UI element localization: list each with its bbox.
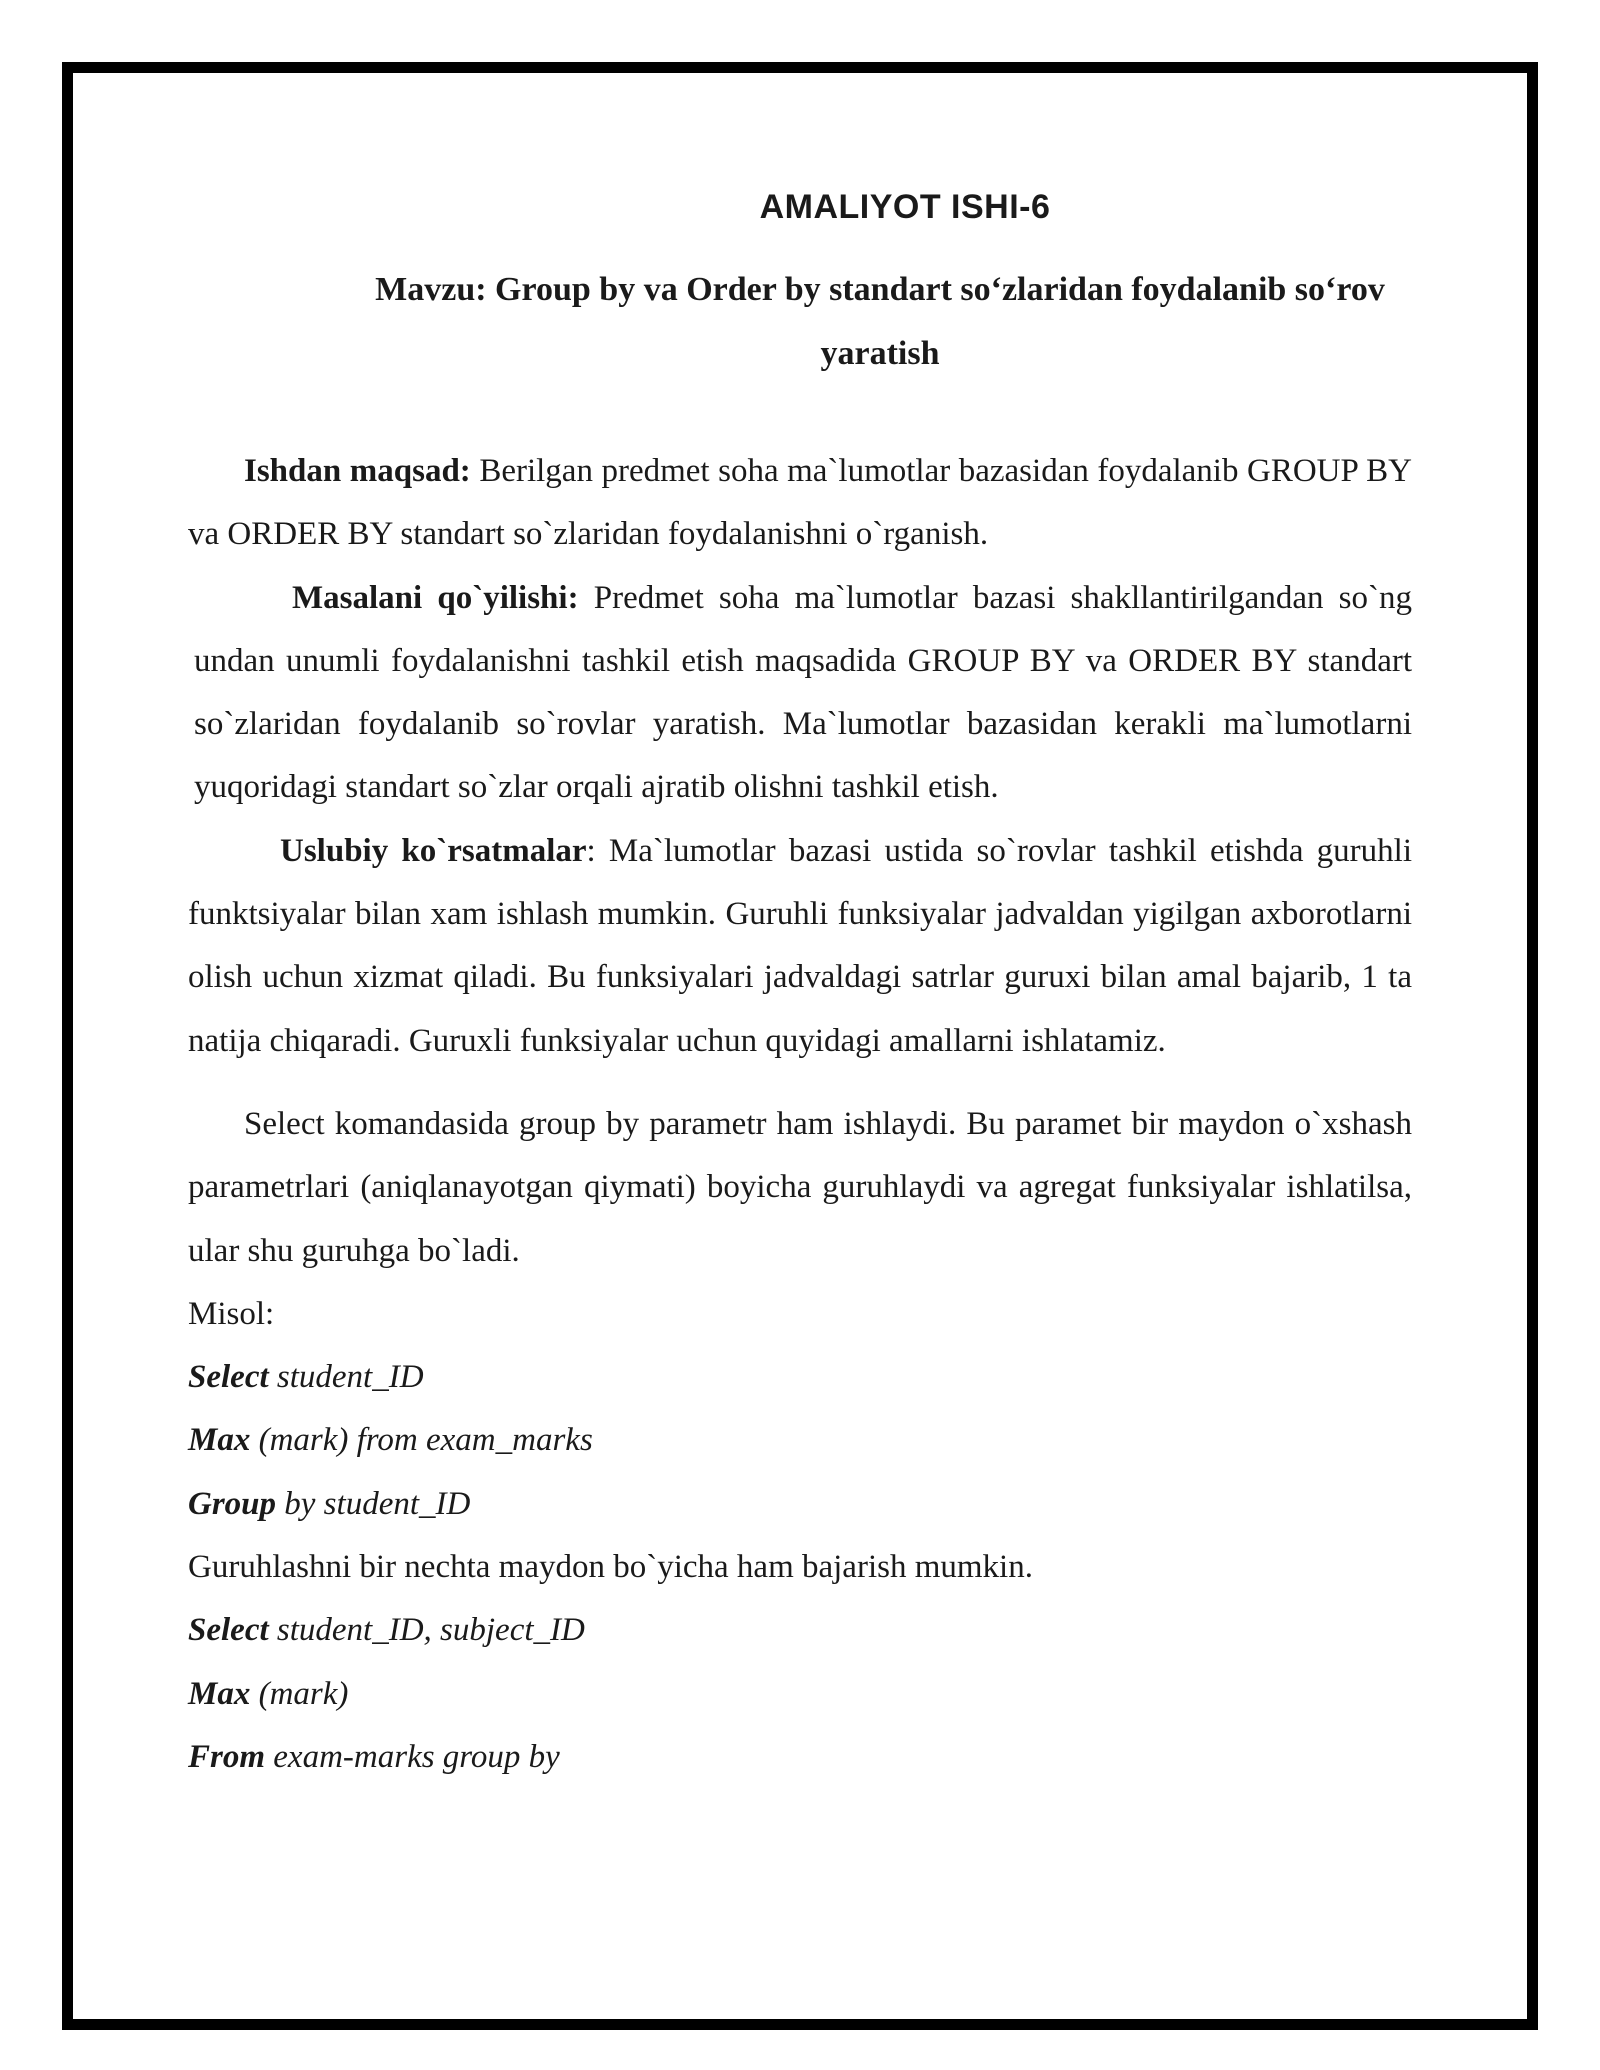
code-keyword: From xyxy=(188,1738,266,1775)
guidelines-text: : Ma`lumotlar bazasi ustida so`rovlar tashkil etishda guruhli funktsiyalar bilan xam ishlash mumkin. Guruhli funksiyalar jadvaldan yigilgan axborotlarni olish uchun xizmat qiladi. Bu funksiyalari jadvaldagi satrlar guruxi bilan amal bajarib, 1 ta natija chiqaradi. Guruxli funksiyalar uchun quyidagi amallarni ishlatamiz. xyxy=(188,832,1412,1059)
code-text: student_ID xyxy=(268,1359,424,1396)
guidelines-label: Uslubiy ko`rsatmalar xyxy=(280,832,587,869)
task-text: Predmet soha ma`lumotlar bazasi shakllantirilgandan so`ng undan unumli foydalanishni tashkil etish maqsadida GROUP BY va ORDER BY standart so`zlaridan foydalanib so`rovlar yaratish. Ma`lumotlar bazasidan kerakli ma`lumotlarni yuqoridagi standart so`zlar orqali ajratib olishni tashkil etish. xyxy=(194,579,1412,806)
code-text: (mark) from exam_marks xyxy=(250,1422,593,1459)
code-keyword: Select xyxy=(188,1359,269,1396)
code-line xyxy=(188,1599,1412,1662)
code-keyword: Max xyxy=(188,1675,251,1712)
code-line xyxy=(188,1473,1412,1536)
page-subtitle: Mavzu: Group by va Order by standart so‘zlaridan foydalanib so‘rov yaratish xyxy=(375,271,1385,372)
code-text: (mark) xyxy=(250,1675,349,1712)
code-keyword: Select xyxy=(188,1612,269,1649)
goal-text: Berilgan predmet soha ma`lumotlar bazasidan foydalanib GROUP BY va ORDER BY standart so`zlaridan foydalanishni o`rganish. xyxy=(188,453,1412,553)
paragraph-group-by xyxy=(188,1093,1412,1283)
code-keyword: Max xyxy=(188,1422,251,1459)
goal-label: Ishdan maqsad: xyxy=(244,453,471,489)
code-text: exam-marks group by xyxy=(265,1738,560,1775)
paragraph-goal xyxy=(188,440,1412,567)
code-line xyxy=(188,1726,1412,1789)
paragraph-task xyxy=(188,567,1412,820)
code-line xyxy=(188,1346,1412,1409)
note-line: Guruhlashni bir nechta maydon bo`yicha ham bajarish mumkin. xyxy=(188,1549,1033,1586)
group-by-text: Select komandasida group by parametr ham ishlaydi. Bu paramet bir maydon o`xshash parametrlari (aniqlanayotgan qiymati) boyicha guruhlaydi va agregat funksiyalar ishlatilsa, ular shu guruhga bo`ladi. xyxy=(188,1105,1412,1269)
task-label: Masalani qo`yilishi: xyxy=(292,579,579,616)
document-body xyxy=(188,440,1412,1789)
paragraph-guidelines xyxy=(188,820,1412,1073)
code-text: by student_ID xyxy=(276,1485,471,1522)
code-keyword: Group xyxy=(188,1485,277,1522)
code-line xyxy=(188,1409,1412,1472)
code-text: student_ID, subject_ID xyxy=(268,1612,585,1649)
page-title: AMALIYOT ISHI-6 xyxy=(759,188,1051,226)
example-label: Misol: xyxy=(188,1295,275,1332)
code-line xyxy=(188,1663,1412,1726)
